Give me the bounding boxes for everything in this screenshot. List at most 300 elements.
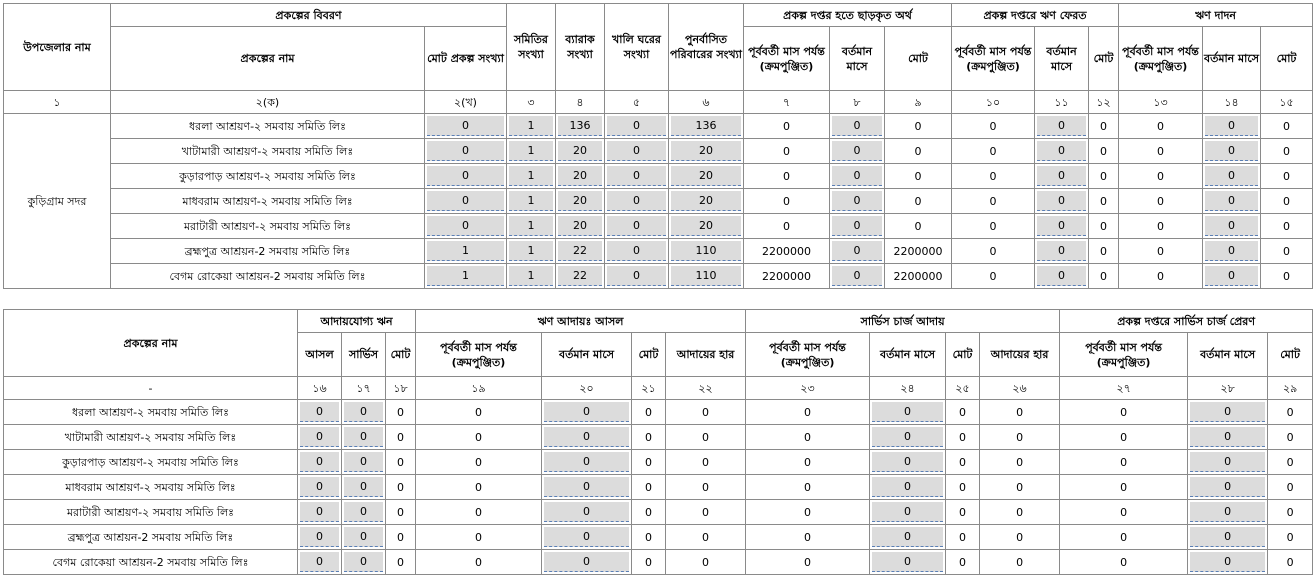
table-row xyxy=(4,400,1313,425)
value-cell: 0 xyxy=(952,214,1035,239)
value-input[interactable]: 0 xyxy=(1190,477,1265,497)
value-input[interactable]: 0 xyxy=(872,452,943,472)
value-input[interactable]: 0 xyxy=(544,427,629,447)
value-cell xyxy=(1035,214,1089,239)
value-input[interactable]: 0 xyxy=(1190,527,1265,547)
header-funds-prev-month: পূর্ববর্তী মাস পর্যন্ত (ক্রমপুঞ্জিত) xyxy=(744,27,830,91)
value-input[interactable]: 136 xyxy=(558,116,602,136)
header-charge-curr-month: বর্তমান মাসে xyxy=(870,333,946,377)
value-input[interactable]: 1 xyxy=(509,166,553,186)
value-input[interactable]: 0 xyxy=(832,241,882,261)
value-cell xyxy=(669,139,744,164)
column-number: ৭ xyxy=(744,91,830,114)
table-row xyxy=(4,239,1313,264)
value-input[interactable]: 0 xyxy=(1190,552,1265,572)
value-input[interactable]: 110 xyxy=(671,241,741,261)
value-cell xyxy=(669,214,744,239)
value-input[interactable]: 0 xyxy=(1037,116,1086,136)
value-input[interactable]: 0 xyxy=(832,266,882,286)
value-input[interactable]: 0 xyxy=(427,141,504,161)
value-cell: 0 xyxy=(1261,114,1313,139)
column-number: ২২ xyxy=(666,377,746,400)
value-cell xyxy=(1035,139,1089,164)
table-row xyxy=(4,500,1313,525)
value-input[interactable]: 1 xyxy=(427,266,504,286)
value-input[interactable]: 20 xyxy=(558,141,602,161)
value-input[interactable]: 0 xyxy=(1037,166,1086,186)
value-cell xyxy=(870,400,946,425)
value-input[interactable]: 20 xyxy=(671,191,741,211)
value-cell xyxy=(1188,475,1268,500)
value-cell xyxy=(830,189,885,214)
value-input[interactable]: 0 xyxy=(607,116,666,136)
column-number: ২১ xyxy=(632,377,666,400)
header-loan-disburse: ঋণ দাদন xyxy=(1119,4,1313,27)
value-cell: 0 xyxy=(386,475,416,500)
value-cell: 0 xyxy=(416,500,542,525)
value-cell: 2200000 xyxy=(744,239,830,264)
value-cell xyxy=(542,425,632,450)
header-project-name: প্রকল্পের নাম xyxy=(111,27,425,91)
value-cell xyxy=(342,425,386,450)
value-cell xyxy=(1188,450,1268,475)
value-cell: 0 xyxy=(946,400,980,425)
table-row xyxy=(4,139,1313,164)
value-input[interactable]: 1 xyxy=(509,241,553,261)
value-cell: 0 xyxy=(1261,264,1313,289)
value-cell: 0 xyxy=(946,550,980,575)
value-cell: 0 xyxy=(632,525,666,550)
column-number: ২৭ xyxy=(1060,377,1188,400)
value-cell: 0 xyxy=(1261,139,1313,164)
value-cell xyxy=(556,264,605,289)
value-input[interactable]: 0 xyxy=(544,502,629,522)
value-input[interactable]: 0 xyxy=(872,552,943,572)
header-recovery-total: মোট xyxy=(632,333,666,377)
value-cell xyxy=(425,189,507,214)
value-cell: 0 xyxy=(1060,500,1188,525)
value-cell xyxy=(425,139,507,164)
value-input[interactable]: 0 xyxy=(344,452,383,472)
table-row xyxy=(4,264,1313,289)
value-cell: 0 xyxy=(885,214,952,239)
value-input[interactable]: 0 xyxy=(344,402,383,422)
value-input[interactable]: 0 xyxy=(1037,191,1086,211)
column-number: ১১ xyxy=(1035,91,1089,114)
value-cell xyxy=(507,264,556,289)
value-input[interactable]: 0 xyxy=(1205,216,1258,236)
value-cell: 0 xyxy=(1119,164,1203,189)
value-cell xyxy=(830,164,885,189)
value-cell xyxy=(605,139,669,164)
value-cell xyxy=(507,164,556,189)
value-cell xyxy=(870,550,946,575)
value-cell xyxy=(830,214,885,239)
value-cell xyxy=(542,450,632,475)
value-input[interactable]: 0 xyxy=(1037,216,1086,236)
value-input[interactable]: 0 xyxy=(344,502,383,522)
value-input[interactable]: 0 xyxy=(607,191,666,211)
value-input[interactable]: 0 xyxy=(300,527,339,547)
value-cell xyxy=(669,114,744,139)
value-cell: 0 xyxy=(885,114,952,139)
value-input[interactable]: 1 xyxy=(509,266,553,286)
value-cell: 0 xyxy=(666,425,746,450)
value-cell: 0 xyxy=(416,550,542,575)
header-recovery-prev-month: পূর্ববর্তী মাস পর্যন্ত (ক্রমপুঞ্জিত) xyxy=(416,333,542,377)
value-cell xyxy=(507,214,556,239)
column-number: ২৪ xyxy=(870,377,946,400)
header-principal: আসল xyxy=(298,333,342,377)
value-input[interactable]: 0 xyxy=(832,116,882,136)
project-name: বেগম রোকেয়া আশ্রয়ন-2 সমবায় সমিতি লিঃ xyxy=(111,264,425,289)
table-row xyxy=(4,425,1313,450)
value-cell xyxy=(425,214,507,239)
value-cell: 0 xyxy=(666,550,746,575)
value-cell: 0 xyxy=(980,500,1060,525)
project-name: খাটামারী আশ্রয়ণ-২ সমবায় সমিতি লিঃ xyxy=(4,425,298,450)
value-cell: 0 xyxy=(1060,450,1188,475)
value-cell xyxy=(507,114,556,139)
value-cell: 0 xyxy=(386,425,416,450)
value-input[interactable]: 20 xyxy=(671,141,741,161)
header-return-total: মোট xyxy=(1089,27,1119,91)
value-cell: 0 xyxy=(1268,400,1313,425)
value-input[interactable]: 0 xyxy=(607,241,666,261)
value-input[interactable]: 0 xyxy=(1205,266,1258,286)
column-number: ২(খ) xyxy=(425,91,507,114)
value-cell: 0 xyxy=(1089,139,1119,164)
value-input[interactable]: 0 xyxy=(544,527,629,547)
value-cell: 0 xyxy=(952,164,1035,189)
column-number: ২৩ xyxy=(746,377,870,400)
value-input[interactable]: 0 xyxy=(832,141,882,161)
value-cell xyxy=(1035,239,1089,264)
value-cell xyxy=(425,239,507,264)
value-input[interactable]: 0 xyxy=(872,402,943,422)
header-remit-prev-month: পূর্ববর্তী মাস পর্যন্ত (ক্রমপুঞ্জিত) xyxy=(1060,333,1188,377)
value-cell: 0 xyxy=(1089,189,1119,214)
value-input[interactable]: 0 xyxy=(344,527,383,547)
column-number: ১ xyxy=(4,91,111,114)
value-cell: 0 xyxy=(885,164,952,189)
value-cell xyxy=(556,139,605,164)
value-input[interactable]: 0 xyxy=(1190,402,1265,422)
value-input[interactable]: 0 xyxy=(300,477,339,497)
project-name: ব্রহ্মপুত্র আশ্রয়ন-2 সমবায় সমিতি লিঃ xyxy=(4,525,298,550)
value-input[interactable]: 0 xyxy=(344,552,383,572)
value-cell xyxy=(830,239,885,264)
value-input[interactable]: 0 xyxy=(1205,191,1258,211)
value-input[interactable]: 0 xyxy=(1205,241,1258,261)
value-cell: 0 xyxy=(1119,139,1203,164)
value-cell: 0 xyxy=(952,239,1035,264)
value-cell xyxy=(298,450,342,475)
header-recoverable-loan: আদায়যোগ্য ঋন xyxy=(298,310,416,333)
value-cell: 0 xyxy=(386,525,416,550)
value-cell xyxy=(342,525,386,550)
column-number: ৯ xyxy=(885,91,952,114)
value-input[interactable]: 0 xyxy=(1037,141,1086,161)
value-cell: 0 xyxy=(946,425,980,450)
value-cell: 0 xyxy=(1119,114,1203,139)
value-cell xyxy=(507,189,556,214)
value-cell xyxy=(1188,500,1268,525)
value-cell: 0 xyxy=(1268,425,1313,450)
value-cell: 0 xyxy=(980,450,1060,475)
value-cell: 0 xyxy=(1119,214,1203,239)
recovery-table xyxy=(3,309,1313,575)
value-input[interactable]: 1 xyxy=(427,241,504,261)
header-return-prev-month: পূর্ববর্তী মাস পর্যন্ত (ক্রমপুঞ্জিত) xyxy=(952,27,1035,91)
column-number: ১৯ xyxy=(416,377,542,400)
value-cell xyxy=(605,214,669,239)
value-cell xyxy=(1203,214,1261,239)
value-input[interactable]: 0 xyxy=(1205,116,1258,136)
value-input[interactable]: 0 xyxy=(544,552,629,572)
value-input[interactable]: 0 xyxy=(1205,141,1258,161)
value-input[interactable]: 0 xyxy=(607,216,666,236)
value-cell: 0 xyxy=(1119,264,1203,289)
value-input[interactable]: 22 xyxy=(558,241,602,261)
value-input[interactable]: 0 xyxy=(607,266,666,286)
value-input[interactable]: 0 xyxy=(832,216,882,236)
column-number: ১০ xyxy=(952,91,1035,114)
table-row xyxy=(4,525,1313,550)
header-remit-total: মোট xyxy=(1268,333,1313,377)
value-input[interactable]: 0 xyxy=(344,477,383,497)
value-cell: 0 xyxy=(1268,450,1313,475)
value-input[interactable]: 20 xyxy=(558,191,602,211)
value-cell: 2200000 xyxy=(885,264,952,289)
value-cell xyxy=(298,550,342,575)
header-service: সার্ভিস xyxy=(342,333,386,377)
value-input[interactable]: 0 xyxy=(872,477,943,497)
value-cell: 0 xyxy=(1268,550,1313,575)
value-input[interactable]: 0 xyxy=(607,166,666,186)
column-number-row xyxy=(4,91,1313,114)
header-samity-count: সমিতির সংখ্যা xyxy=(507,4,556,91)
value-cell: 0 xyxy=(746,450,870,475)
value-input[interactable]: 0 xyxy=(300,552,339,572)
header-barrack-count: ব্যারাক সংখ্যা xyxy=(556,4,605,91)
value-cell xyxy=(1203,114,1261,139)
value-cell xyxy=(342,450,386,475)
value-input[interactable]: 0 xyxy=(1037,266,1086,286)
value-input[interactable]: 22 xyxy=(558,266,602,286)
value-cell: 0 xyxy=(632,425,666,450)
project-name: ব্রহ্মপুত্র আশ্রয়ন-2 সমবায় সমিতি লিঃ xyxy=(111,239,425,264)
value-cell xyxy=(1203,164,1261,189)
value-cell xyxy=(507,239,556,264)
value-cell xyxy=(870,450,946,475)
value-cell xyxy=(542,500,632,525)
value-input[interactable]: 1 xyxy=(509,141,553,161)
table-row xyxy=(4,475,1313,500)
value-cell: 0 xyxy=(885,189,952,214)
value-cell: 0 xyxy=(746,475,870,500)
value-cell xyxy=(830,114,885,139)
value-input[interactable]: 0 xyxy=(427,116,504,136)
value-cell xyxy=(1203,189,1261,214)
value-input[interactable]: 0 xyxy=(832,166,882,186)
value-cell xyxy=(1203,264,1261,289)
value-cell: 0 xyxy=(980,525,1060,550)
value-input[interactable]: 136 xyxy=(671,116,741,136)
value-cell: 0 xyxy=(1261,189,1313,214)
value-input[interactable]: 20 xyxy=(558,216,602,236)
value-cell: 0 xyxy=(1060,475,1188,500)
value-input[interactable]: 0 xyxy=(872,502,943,522)
column-number: ৮ xyxy=(830,91,885,114)
header-charge-total: মোট xyxy=(946,333,980,377)
value-cell: 0 xyxy=(632,450,666,475)
table-row xyxy=(4,450,1313,475)
value-cell: 2200000 xyxy=(744,264,830,289)
value-cell: 0 xyxy=(946,525,980,550)
value-cell xyxy=(605,264,669,289)
column-number: ১৬ xyxy=(298,377,342,400)
value-cell xyxy=(425,114,507,139)
value-cell: 0 xyxy=(980,425,1060,450)
value-cell: 0 xyxy=(744,114,830,139)
value-cell: 0 xyxy=(952,264,1035,289)
value-cell: 0 xyxy=(666,475,746,500)
project-name: বেগম রোকেয়া আশ্রয়ন-2 সমবায় সমিতি লিঃ xyxy=(4,550,298,575)
header-return-curr-month: বর্তমান মাসে xyxy=(1035,27,1089,91)
value-cell xyxy=(1035,114,1089,139)
value-input[interactable]: 1 xyxy=(509,216,553,236)
value-input[interactable]: 0 xyxy=(1190,502,1265,522)
value-cell xyxy=(1035,189,1089,214)
value-input[interactable]: 0 xyxy=(1190,427,1265,447)
value-cell xyxy=(830,264,885,289)
value-cell: 0 xyxy=(744,139,830,164)
value-input[interactable]: 0 xyxy=(300,452,339,472)
value-input[interactable]: 0 xyxy=(872,427,943,447)
value-cell xyxy=(669,264,744,289)
header-service-charge-recovery: সার্ভিস চার্জ আদায় xyxy=(746,310,1060,333)
header-project-name: প্রকল্পের নাম xyxy=(4,310,298,377)
value-cell xyxy=(669,239,744,264)
value-input[interactable]: 0 xyxy=(544,402,629,422)
value-cell: 0 xyxy=(1060,550,1188,575)
header-disburse-prev-month: পূর্ববর্তী মাস পর্যন্ত (ক্রমপুঞ্জিত) xyxy=(1119,27,1203,91)
header-recoverable-total: মোট xyxy=(386,333,416,377)
value-input[interactable]: 0 xyxy=(544,452,629,472)
value-cell: 0 xyxy=(386,450,416,475)
value-input[interactable]: 0 xyxy=(1190,452,1265,472)
value-input[interactable]: 0 xyxy=(872,527,943,547)
header-funds-released: প্রকল্প দপ্তর হতে ছাড়কৃত অর্থ xyxy=(744,4,952,27)
project-name: খাটামারী আশ্রয়ণ-২ সমবায় সমিতি লিঃ xyxy=(111,139,425,164)
project-name: কুড়ারপাড় আশ্রয়ণ-২ সমবায় সমিতি লিঃ xyxy=(4,450,298,475)
column-number: ২৯ xyxy=(1268,377,1313,400)
value-cell xyxy=(669,164,744,189)
value-cell: 0 xyxy=(744,214,830,239)
column-number: ২৬ xyxy=(980,377,1060,400)
value-input[interactable]: 1 xyxy=(509,191,553,211)
value-cell: 0 xyxy=(1261,214,1313,239)
value-cell: 0 xyxy=(746,550,870,575)
value-input[interactable]: 0 xyxy=(832,191,882,211)
value-input[interactable]: 1 xyxy=(509,116,553,136)
value-cell xyxy=(870,525,946,550)
value-cell: 0 xyxy=(666,500,746,525)
project-details-table xyxy=(3,3,1313,289)
value-input[interactable]: 0 xyxy=(1205,166,1258,186)
value-cell xyxy=(425,264,507,289)
value-cell: 0 xyxy=(1089,114,1119,139)
value-cell: 0 xyxy=(952,139,1035,164)
value-cell xyxy=(1203,139,1261,164)
value-input[interactable]: 0 xyxy=(344,427,383,447)
value-cell: 0 xyxy=(1119,239,1203,264)
value-input[interactable]: 0 xyxy=(607,141,666,161)
column-number: ২৮ xyxy=(1188,377,1268,400)
value-cell: 0 xyxy=(386,550,416,575)
value-cell: 0 xyxy=(1268,525,1313,550)
value-input[interactable]: 0 xyxy=(427,216,504,236)
header-total-projects: মোট প্রকল্প সংখ্যা xyxy=(425,27,507,91)
value-cell xyxy=(298,475,342,500)
value-cell: 0 xyxy=(980,550,1060,575)
value-cell: 0 xyxy=(666,450,746,475)
value-cell: 0 xyxy=(632,550,666,575)
value-cell: 0 xyxy=(1089,239,1119,264)
value-input[interactable]: 20 xyxy=(558,166,602,186)
table-row xyxy=(4,189,1313,214)
header-disburse-curr-month: বর্তমান মাসে xyxy=(1203,27,1261,91)
value-cell xyxy=(298,425,342,450)
value-input[interactable]: 0 xyxy=(300,502,339,522)
header-service-charge-remit: প্রকল্প দপ্তরে সার্ভিস চার্জ প্রেরণ xyxy=(1060,310,1313,333)
value-cell: 0 xyxy=(746,425,870,450)
header-rehab-family-count: পুনর্বাসিত পরিবারের সংখ্যা xyxy=(669,4,744,91)
value-cell: 0 xyxy=(744,189,830,214)
header-upazila: উপজেলার নাম xyxy=(4,4,111,91)
value-cell: 0 xyxy=(746,500,870,525)
value-cell: 0 xyxy=(1060,400,1188,425)
value-cell: 0 xyxy=(1060,525,1188,550)
table-row xyxy=(4,550,1313,575)
value-cell: 0 xyxy=(386,500,416,525)
value-cell xyxy=(605,189,669,214)
value-cell xyxy=(342,400,386,425)
value-cell xyxy=(1188,550,1268,575)
value-input[interactable]: 0 xyxy=(427,191,504,211)
value-input[interactable]: 0 xyxy=(300,427,339,447)
value-cell xyxy=(542,525,632,550)
value-input[interactable]: 110 xyxy=(671,266,741,286)
value-cell: 0 xyxy=(1261,164,1313,189)
value-input[interactable]: 20 xyxy=(671,166,741,186)
value-input[interactable]: 0 xyxy=(300,402,339,422)
value-cell: 0 xyxy=(632,475,666,500)
column-number: - xyxy=(4,377,298,400)
value-input[interactable]: 20 xyxy=(671,216,741,236)
value-input[interactable]: 0 xyxy=(1037,241,1086,261)
value-cell xyxy=(556,164,605,189)
column-number: ১৫ xyxy=(1261,91,1313,114)
value-cell: 0 xyxy=(1119,189,1203,214)
value-cell: 2200000 xyxy=(885,239,952,264)
value-cell: 0 xyxy=(416,450,542,475)
value-cell xyxy=(605,114,669,139)
value-cell: 0 xyxy=(416,425,542,450)
value-input[interactable]: 0 xyxy=(544,477,629,497)
value-input[interactable]: 0 xyxy=(427,166,504,186)
